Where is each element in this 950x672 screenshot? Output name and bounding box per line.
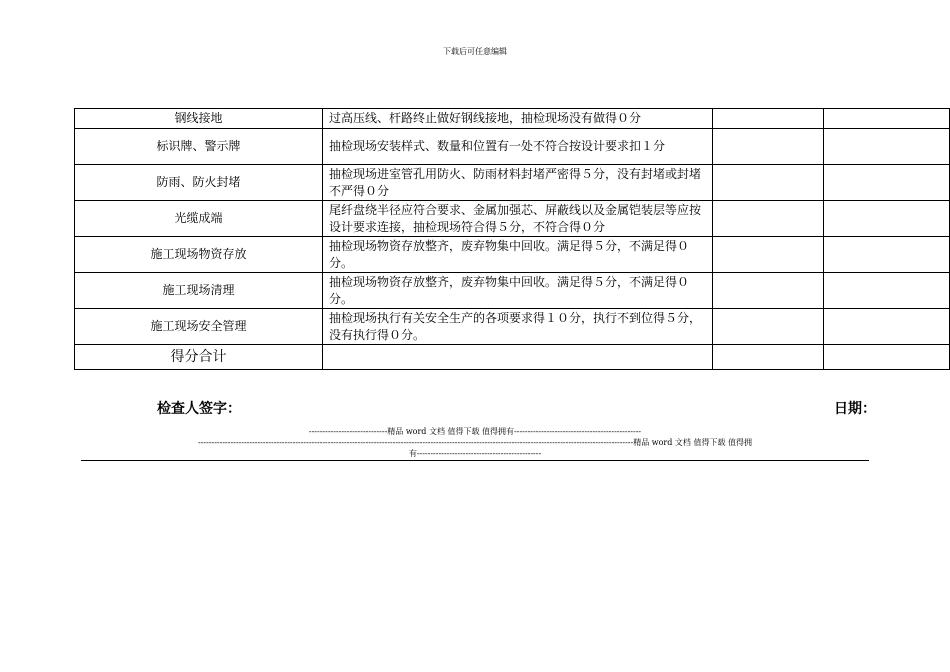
remark-cell[interactable] [824,109,950,129]
description-cell: 尾纤盘绕半径应符合要求、金属加强芯、屏蔽线以及金属铠装层等应按设计要求连接，抽检现场符合得５分，不符合得０分 [323,201,713,237]
total-row [75,345,950,370]
total-remark-cell[interactable] [824,345,950,370]
description-cell: 抽检现场安装样式、数量和位置有一处不符合按设计要求扣１分 [323,129,713,165]
footer-line-2: -----------------------------------------------------------------------------------------------------------------------------------------------------------------精品 word 文档 值得下载 值得拥 [198,438,752,447]
remark-cell[interactable] [824,165,950,201]
inspection-table [74,108,950,370]
description-cell: 抽检现场执行有关安全生产的各项要求得１０分，执行不到位得５分，没有执行得０分。 [323,309,713,345]
inspector-signature-label: 检查人签字： [157,401,241,417]
remark-cell[interactable] [824,201,950,237]
remark-cell[interactable] [824,273,950,309]
remark-cell[interactable] [824,129,950,165]
table-row [75,309,950,345]
table-row [75,129,950,165]
item-cell: 标识牌、警示牌 [75,129,323,165]
total-score-cell[interactable] [713,345,824,370]
footer-line-3: 有---------------------------------------------- [408,449,542,458]
description-cell: 抽检现场物资存放整齐，废弃物集中回收。满足得５分，不满足得０分。 [323,273,713,309]
score-cell[interactable] [713,273,824,309]
item-cell: 施工现场清理 [75,273,323,309]
total-description-cell [323,345,713,370]
item-cell: 施工现场安全管理 [75,309,323,345]
table-row [75,165,950,201]
table-row [75,237,950,273]
remark-cell[interactable] [824,309,950,345]
score-cell[interactable] [713,237,824,273]
item-cell: 施工现场物资存放 [75,237,323,273]
score-cell[interactable] [713,129,824,165]
page-header: 下载后可任意编辑 [443,47,507,56]
footer-line-1: -----------------------------精品 word 文档 值得下载 值得拥有----------------------------------------------- [308,427,642,436]
item-cell: 防雨、防火封堵 [75,165,323,201]
item-cell: 钢线接地 [75,109,323,129]
remark-cell[interactable] [824,237,950,273]
item-cell: 光缆成端 [75,201,323,237]
score-cell[interactable] [713,165,824,201]
description-cell: 过高压线、杆路终止做好钢线接地，抽检现场没有做得０分 [323,109,713,129]
footer-rule [81,460,869,461]
score-cell[interactable] [713,309,824,345]
date-label: 日期： [834,401,876,417]
score-cell[interactable] [713,109,824,129]
table-row [75,109,950,129]
description-cell: 抽检现场进室管孔用防火、防雨材料封堵严密得５分，没有封堵或封堵不严得０分 [323,165,713,201]
score-cell[interactable] [713,201,824,237]
total-label: 得分合计 [75,345,323,370]
description-cell: 抽检现场物资存放整齐，废弃物集中回收。满足得５分，不满足得０分。 [323,237,713,273]
table-row [75,201,950,237]
table-row [75,273,950,309]
